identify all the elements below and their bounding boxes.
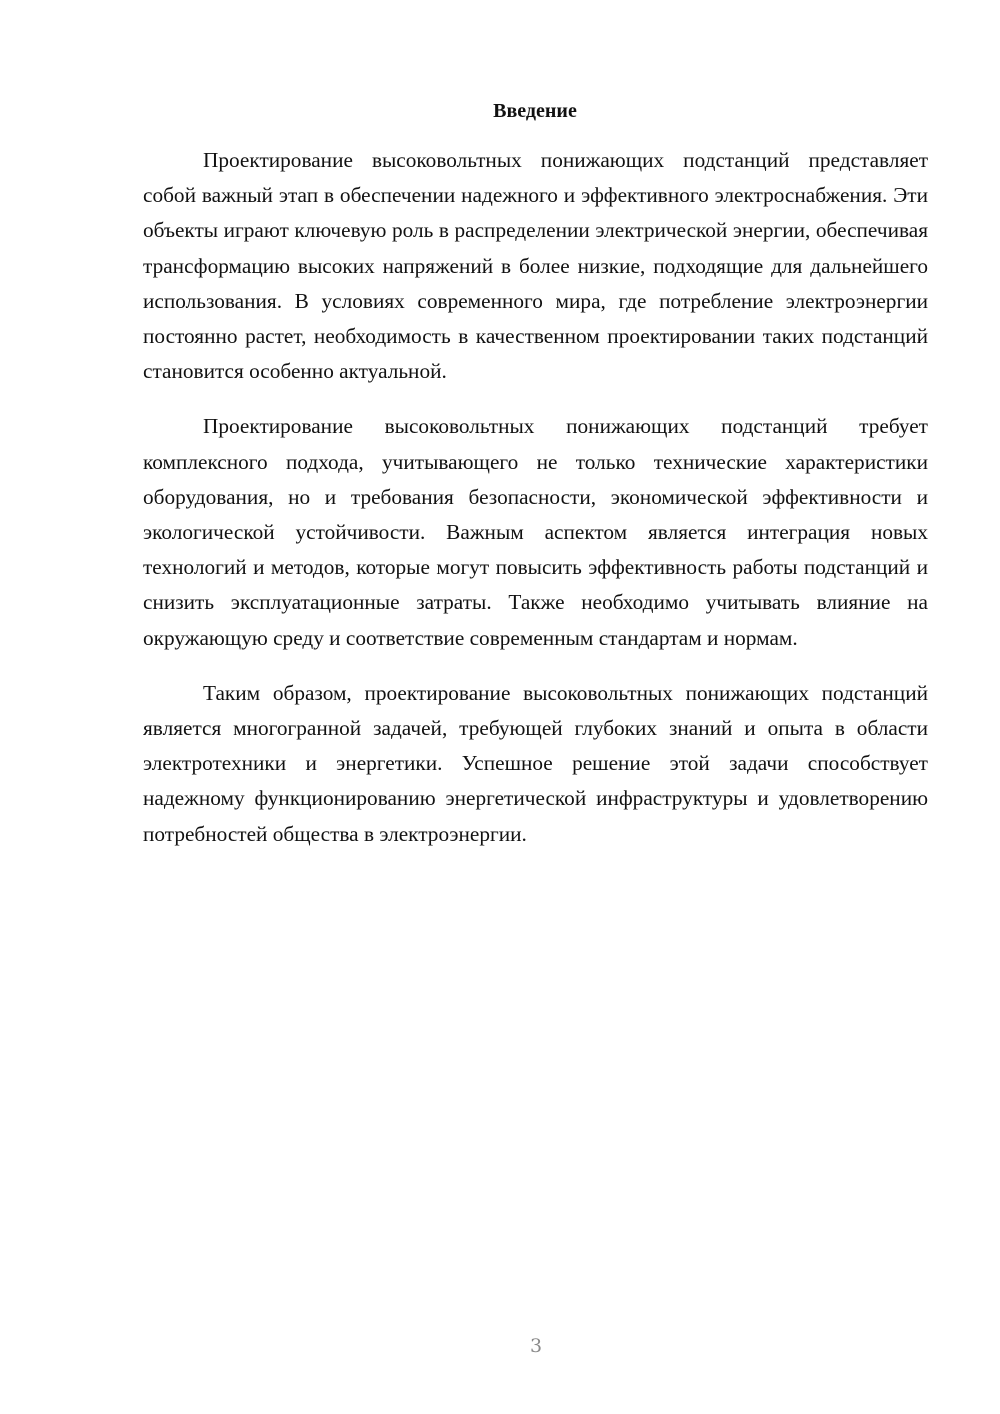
page-number: 3 (529, 1335, 543, 1357)
paragraph-1: Проектирование высоковольтных понижающих подстанций представляет собой важный этап в обеспечении надежного и эффективного электроснабжения. Эти объекты играют ключевую роль в распределении электрической энергии, обеспечивая трансформацию высоких напряжений в более низкие, подходящие для дальнейшего использования. В условиях современного мира, где потребление электроэнергии постоянно растет, необходимость в качественном проектировании таких подстанций становится особенно актуальной. (143, 148, 928, 384)
paragraph-2: Проектирование высоковольтных понижающих подстанций требует комплексного подхода, учитывающего не только технические характеристики оборудования, но и требования безопасности, экономической эффективности и экологической устойчивости. Важным аспектом является интеграция новых технологий и методов, которые могут повысить эффективность работы подстанций и снизить эксплуатационные затраты. Также необходимо учитывать влияние на окружающую среду и соответствие современным стандартам и нормам. (143, 414, 928, 650)
paragraph-3: Таким образом, проектирование высоковольтных понижающих подстанций является многогранной задачей, требующей глубоких знаний и опыта в области электротехники и энергетики. Успешное решение этой задачи способствует надежному функционированию энергетической инфраструктуры и удовлетворению потребностей общества в электроэнергии. (143, 680, 928, 846)
section-heading: Введение (493, 100, 577, 122)
body-text (143, 143, 928, 852)
